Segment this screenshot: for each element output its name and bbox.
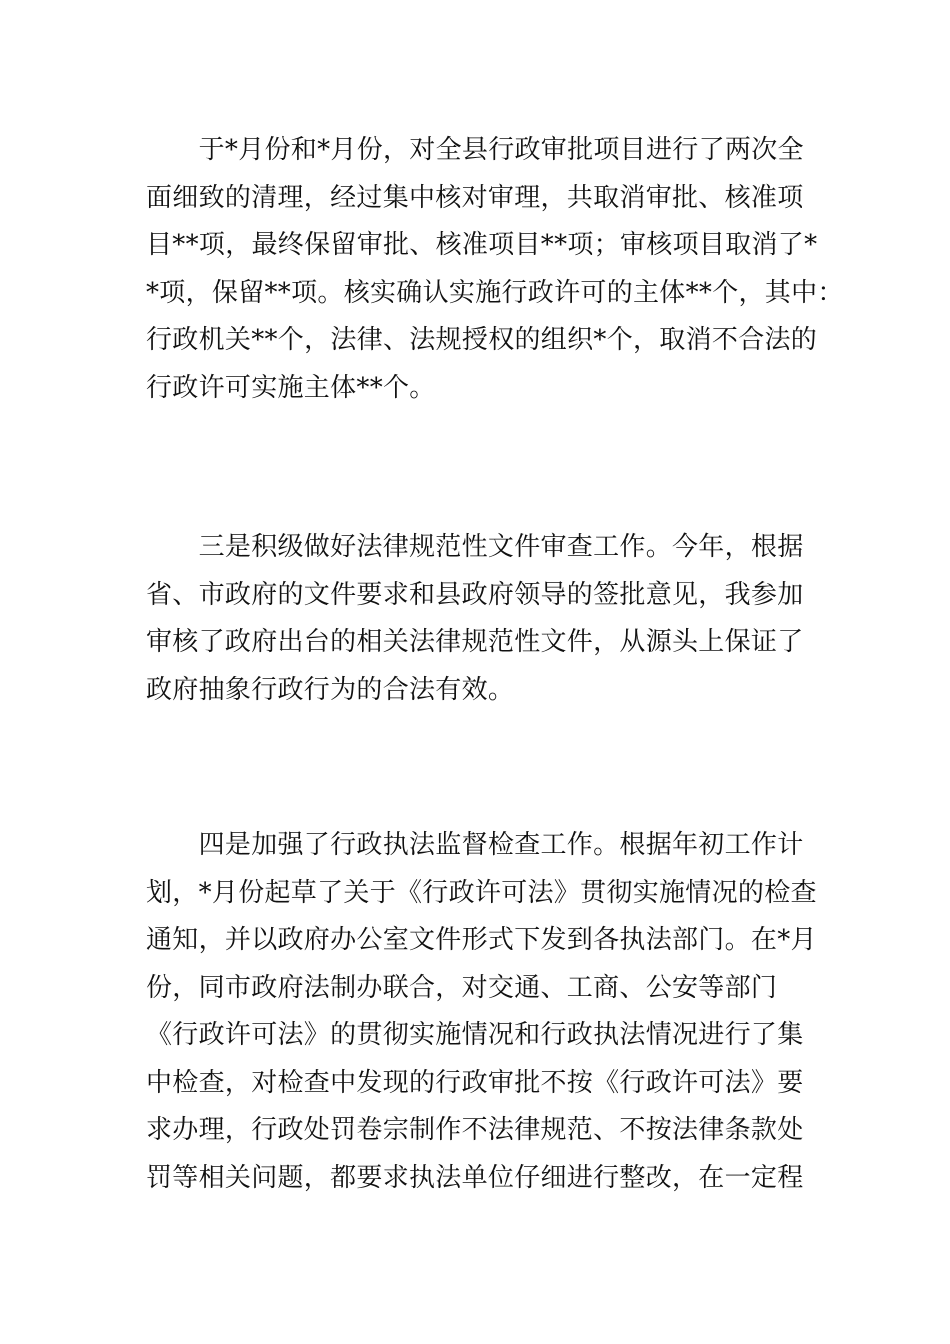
- text-line: 三是积级做好法律规范性文件审查工作。今年，根据: [146, 532, 804, 562]
- text-line: 《行政许可法》的贯彻实施情况和行政执法情况进行了集: [146, 1020, 804, 1050]
- text-line: 面细致的清理，经过集中核对审理，共取消审批、核准项: [146, 182, 804, 213]
- text-line: 行政机关**个，法律、法规授权的组织*个，取消不合法的: [146, 325, 818, 355]
- text-line: 中检查，对检查中发现的行政审批不按《行政许可法》要: [146, 1067, 804, 1098]
- text-line: 省、市政府的文件要求和县政府领导的签批意见，我参加: [146, 579, 804, 610]
- paragraph-approval-review: [146, 127, 844, 412]
- text-line: 通知，并以政府办公室文件形式下发到各执法部门。在*月: [146, 925, 817, 955]
- text-line: *项，保留**项。核实确认实施行政许可的主体**个，其中：: [146, 277, 844, 308]
- text-line: 审核了政府出台的相关法律规范性文件，从源头上保证了: [146, 627, 804, 657]
- paragraph-enforcement-supervision: [146, 822, 818, 1202]
- text-line: 政府抽象行政行为的合法有效。: [146, 674, 515, 705]
- text-line: 目**项，最终保留审批、核准项目**项；审核项目取消了*: [146, 230, 818, 260]
- text-line: 划，*月份起草了关于《行政许可法》贯彻实施情况的检查: [146, 877, 817, 908]
- paragraph-normative-documents: [146, 524, 818, 714]
- text-line: 罚等相关问题，都要求执法单位仔细进行整改，在一定程: [146, 1162, 804, 1193]
- text-line: 四是加强了行政执法监督检查工作。根据年初工作计: [146, 830, 804, 860]
- text-line: 份，同市政府法制办联合，对交通、工商、公安等部门: [146, 972, 778, 1003]
- text-line: 行政许可实施主体**个。: [146, 372, 436, 403]
- text-line: 求办理，行政处罚卷宗制作不法律规范、不按法律条款处: [146, 1115, 804, 1145]
- text-line: 于*月份和*月份，对全县行政审批项目进行了两次全: [146, 135, 804, 165]
